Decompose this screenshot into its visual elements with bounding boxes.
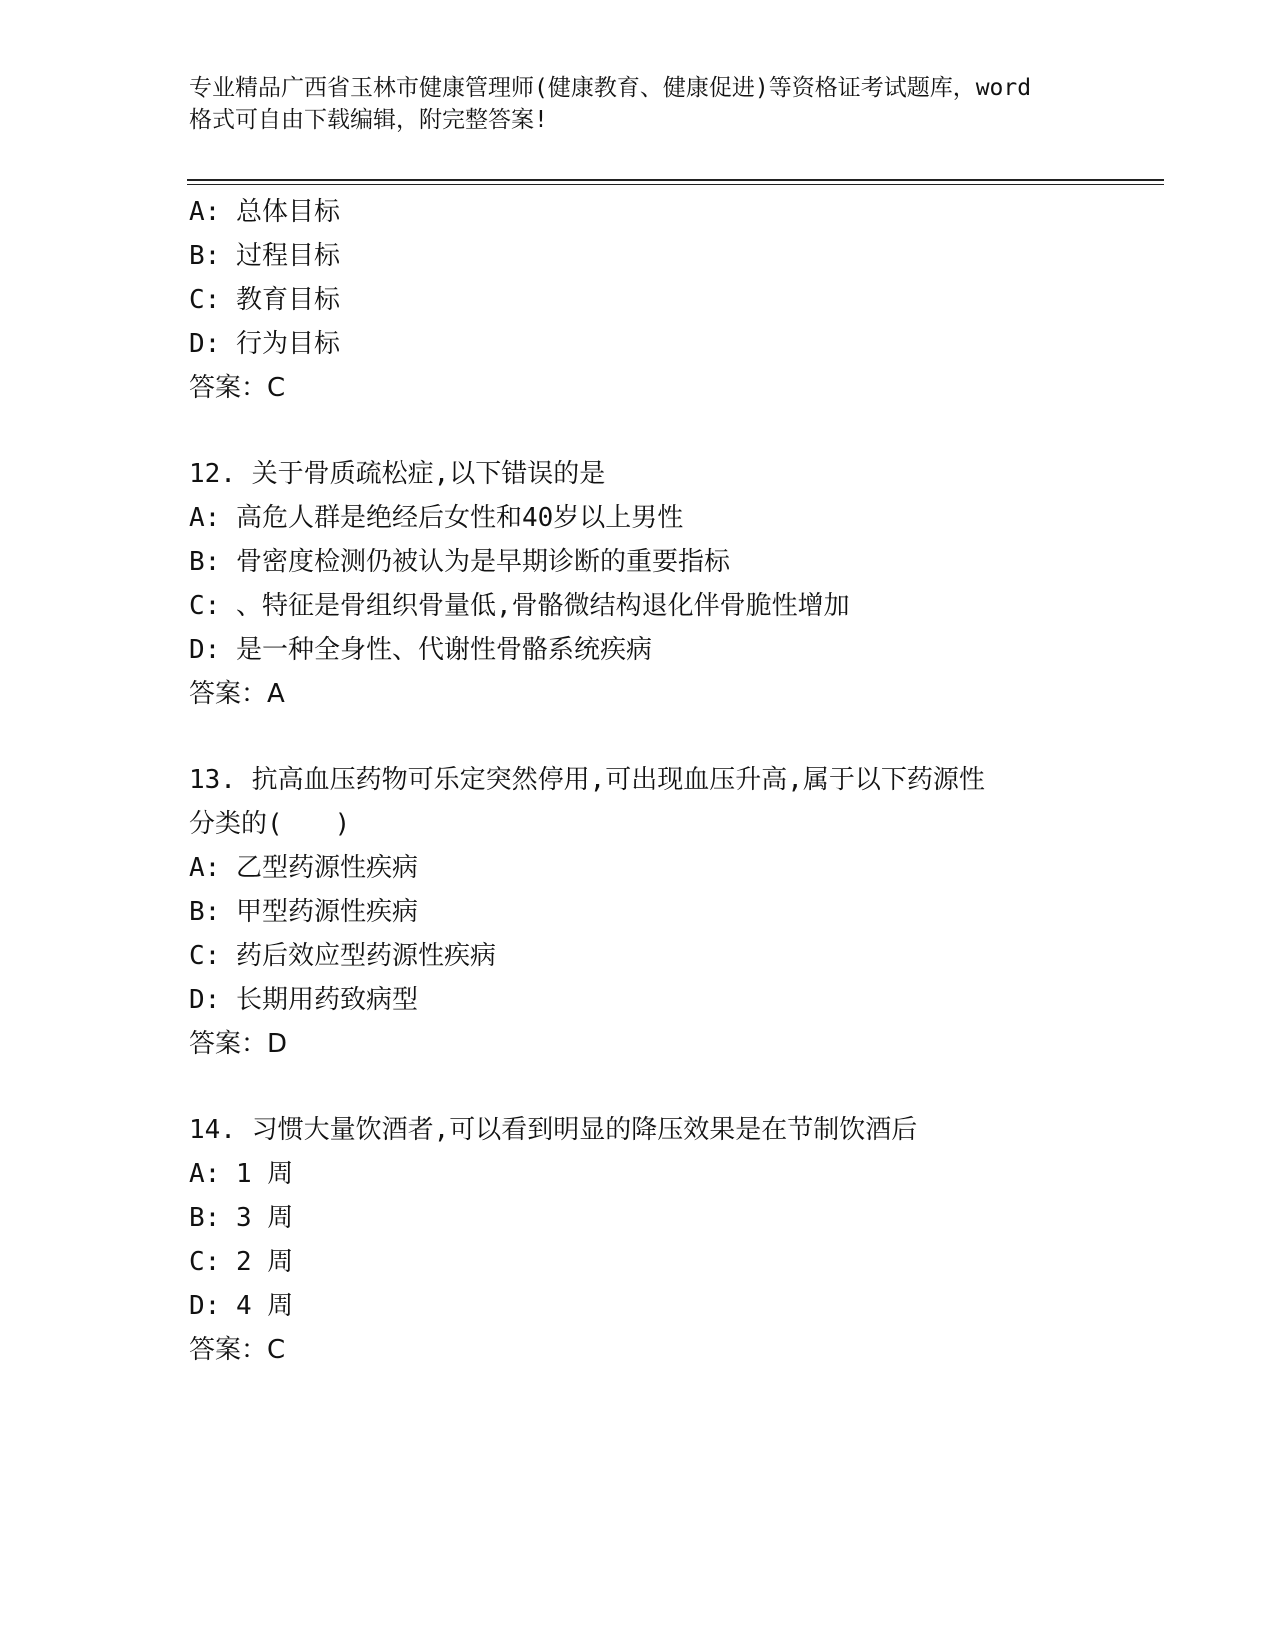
q11-option-c: C: 教育目标: [189, 285, 340, 315]
q11-option-b: B: 过程目标: [189, 241, 340, 271]
q13-option-d: D: 长期用药致病型: [189, 985, 418, 1015]
q11-option-d: D: 行为目标: [189, 329, 340, 359]
q12-answer: 答案：A: [189, 679, 285, 709]
q13-option-b: B: 甲型药源性疾病: [189, 897, 418, 927]
document-header: [189, 72, 1089, 136]
q11-option-a: A: 总体目标: [189, 197, 340, 227]
q12-option-c: C: 、特征是骨组织骨量低,骨骼微结构退化伴骨脆性增加: [189, 591, 850, 621]
q13-answer: 答案：D: [189, 1029, 288, 1059]
header-line-2: 格式可自由下载编辑，附完整答案!: [189, 107, 548, 133]
q12-question: 12. 关于骨质疏松症,以下错误的是: [189, 459, 606, 489]
header-line-1: 专业精品广西省玉林市健康管理师(健康教育、健康促进)等资格证考试题库，word: [189, 75, 1032, 101]
q14-option-b: B: 3 周: [189, 1203, 294, 1233]
q14-option-d: D: 4 周: [189, 1291, 294, 1321]
q13-option-c: C: 药后效应型药源性疾病: [189, 941, 496, 971]
q11-answer: 答案：C: [189, 373, 286, 403]
q13-question-line-2: 分类的( ): [189, 809, 351, 839]
q13-option-a: A: 乙型药源性疾病: [189, 853, 418, 883]
q14-answer: 答案：C: [189, 1335, 286, 1365]
q14-question: 14. 习惯大量饮酒者,可以看到明显的降压效果是在节制饮酒后: [189, 1115, 918, 1145]
header-divider: [187, 179, 1164, 181]
q14-option-c: C: 2 周: [189, 1247, 294, 1277]
q12-option-a: A: 高危人群是绝经后女性和40岁以上男性: [189, 503, 684, 533]
q12-option-b: B: 骨密度检测仍被认为是早期诊断的重要指标: [189, 547, 730, 577]
header-divider-thin: [187, 184, 1164, 185]
q14-option-a: A: 1 周: [189, 1159, 294, 1189]
q12-option-d: D: 是一种全身性、代谢性骨骼系统疾病: [189, 635, 652, 665]
q13-question-line-1: 13. 抗高血压药物可乐定突然停用,可出现血压升高,属于以下药源性: [189, 765, 985, 795]
